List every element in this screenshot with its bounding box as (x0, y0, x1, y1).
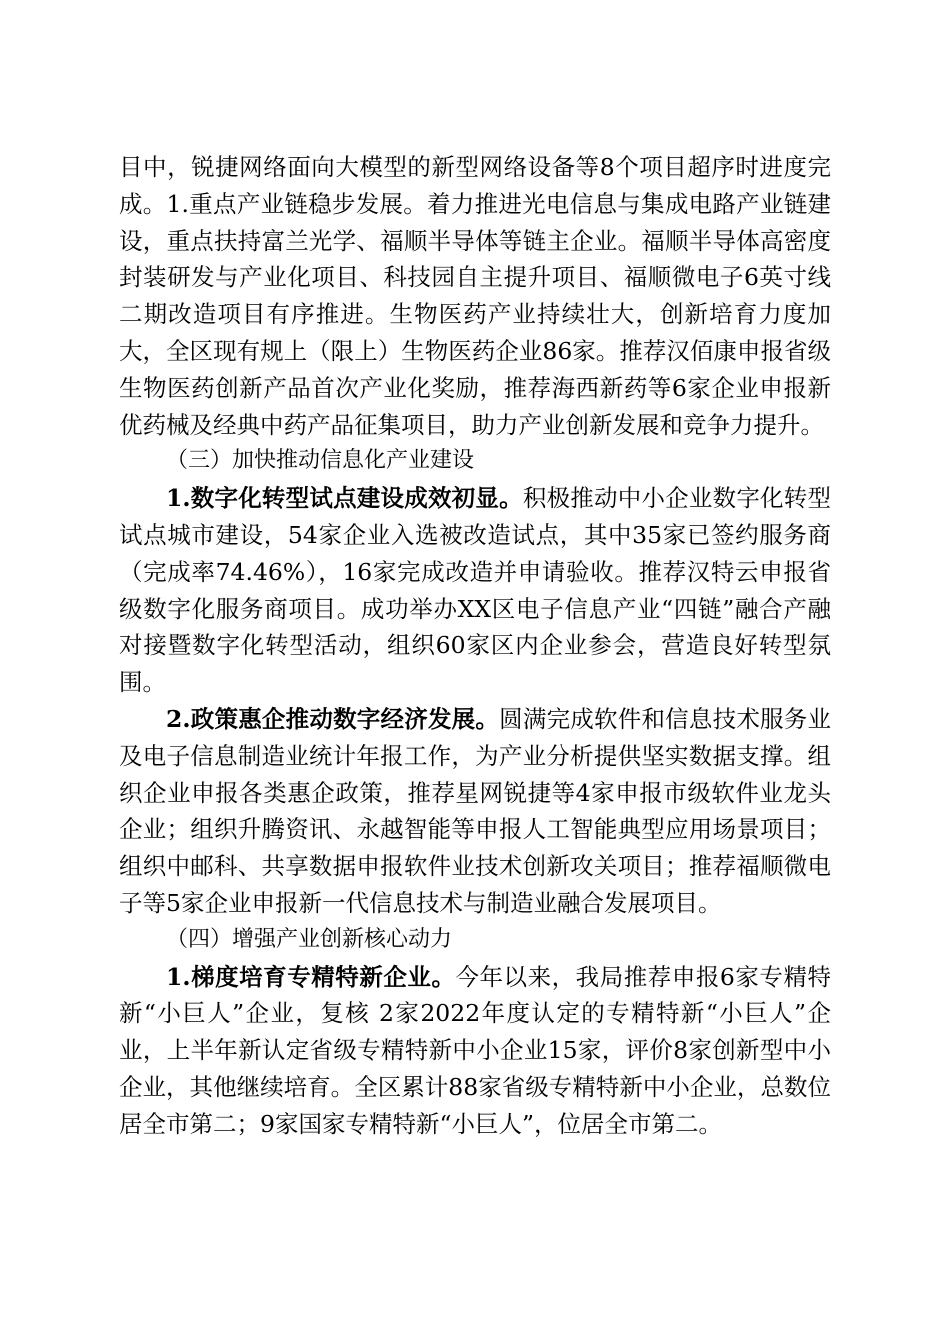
paragraph-lead-policy-support: 2.政策惠企推动数字经济发展。 (166, 704, 500, 733)
paragraph-body-digital-transformation: 积极推动中小企业数字化转型试点城市建设，54家企业入选被改造试点，其中35家已签约服务商（完成率74.46%），16家完成改造并申请验收。推荐汉特云申报省级数字化服务商项目。成功举办XX区电子信息产业“四链”融合产融对接暨数字化转型活动，组织60家区内企业参会，营造良好转型氛围。 (119, 484, 831, 697)
section-heading-informatization: （三）加快推动信息化产业建设 (166, 448, 475, 474)
paragraph-policy-support (119, 701, 831, 922)
paragraph-body-specialized-enterprises: 今年以来，我局推荐申报6家专精特新“小巨人”企业，复核 2家2022年度认定的专精特新“小巨人”企业，上半年新认定省级专精特新中小企业15家，评价8家创新型中小企业，其他继续培育。全区累计88家省级专精特新中小企业，总数位居全市第二；9家国家专精特新“小巨人”，位居全市第二。 (119, 962, 831, 1138)
paragraph-lead-digital-transformation: 1.数字化转型试点建设成效初显。 (166, 484, 523, 513)
paragraph-industry-chain: 目中，锐捷网络面向大模型的新型网络设备等8个项目超序时进度完成。1.重点产业链稳步发展。着力推进光电信息与集成电路产业链建设，重点扶持富兰光学、福顺半导体等链主企业。福顺半导体高密度封装研发与产业化项目、科技园自主提升项目、福顺微电子6英寸线二期改造项目有序推进。生物医药产业持续壮大，创新培育力度加大，全区现有规上（限上）生物医药企业86家。推荐汉佰康申报省级生物医药创新产品首次产业化奖励，推荐海西新药等6家企业申报新优药械及经典中药产品征集项目，助力产业创新发展和竞争力提升。 (119, 153, 831, 439)
paragraph-specialized-enterprises (119, 959, 831, 1143)
paragraph-digital-transformation (119, 480, 831, 701)
paragraph-lead-specialized-enterprises: 1.梯度培育专精特新企业。 (166, 962, 456, 991)
document-body (119, 149, 831, 1143)
paragraph-body-policy-support: 圆满完成软件和信息技术服务业及电子信息制造业统计年报工作，为产业分析提供坚实数据支撑。组织企业申报各类惠企政策，推荐星网锐捷等4家申报市级软件业龙头企业；组织升腾资讯、永越智能等申报人工智能典型应用场景项目；组织中邮科、共享数据申报软件业技术创新攻关项目；推荐福顺微电子等5家企业申报新一代信息技术与制造业融合发展项目。 (119, 704, 831, 917)
section-heading-innovation: （四）增强产业创新核心动力 (166, 926, 453, 952)
